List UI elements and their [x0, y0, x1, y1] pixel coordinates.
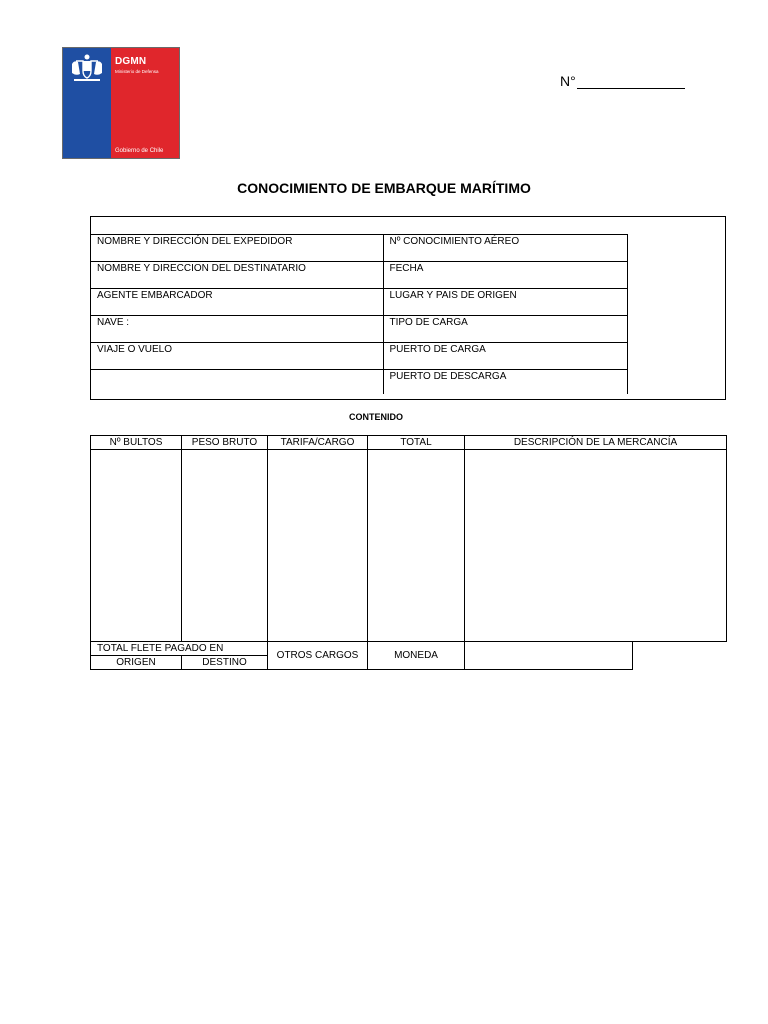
info-row: [91, 316, 628, 343]
info-right-cell[interactable]: FECHA: [383, 262, 628, 289]
header-packages: Nº BULTOS: [91, 436, 182, 450]
header-rate-charge: TARIFA/CARGO: [268, 436, 368, 450]
destination-label: DESTINO: [182, 656, 268, 670]
origin-label: ORIGEN: [91, 656, 182, 670]
currency-value-cell[interactable]: [465, 642, 633, 670]
gross-weight-cell[interactable]: [182, 450, 268, 642]
logo-red-panel: [111, 48, 179, 158]
goods-entry-row: [91, 450, 727, 642]
header-total: TOTAL: [368, 436, 465, 450]
info-left-cell[interactable]: NOMBRE Y DIRECCIÓN DEL EXPEDIDOR: [91, 235, 383, 262]
total-cell[interactable]: [368, 450, 465, 642]
info-right-cell[interactable]: LUGAR Y PAIS DE ORIGEN: [383, 289, 628, 316]
other-charges-label: OTROS CARGOS: [268, 642, 368, 670]
info-right-cell[interactable]: PUERTO DE CARGA: [383, 343, 628, 370]
info-right-cell[interactable]: TIPO DE CARGA: [383, 316, 628, 343]
total-freight-label: TOTAL FLETE PAGADO EN: [91, 642, 268, 656]
shipment-info-table: [91, 234, 628, 394]
shipment-info-box: [90, 216, 726, 400]
logo-government: Gobierno de Chile: [115, 148, 164, 154]
info-row: [91, 289, 628, 316]
freight-summary-table: [90, 641, 633, 670]
info-left-cell[interactable]: VIAJE O VUELO: [91, 343, 383, 370]
info-left-cell[interactable]: NAVE :: [91, 316, 383, 343]
info-left-cell[interactable]: NOMBRE Y DIRECCION DEL DESTINATARIO: [91, 262, 383, 289]
info-row: [91, 262, 628, 289]
description-cell[interactable]: [465, 450, 727, 642]
logo-org-name: DGMN: [115, 56, 147, 67]
info-row: [91, 370, 628, 394]
coat-of-arms-icon: [68, 52, 106, 84]
document-number-field[interactable]: [560, 73, 685, 89]
header-gross-weight: PESO BRUTO: [182, 436, 268, 450]
info-left-cell[interactable]: AGENTE EMBARCADOR: [91, 289, 383, 316]
rate-charge-cell[interactable]: [268, 450, 368, 642]
info-right-cell[interactable]: Nº CONOCIMIENTO AÉREO: [383, 235, 628, 262]
info-row: [91, 343, 628, 370]
info-left-cell[interactable]: [91, 370, 383, 394]
currency-label: MONEDA: [368, 642, 465, 670]
number-blank-line[interactable]: [577, 74, 685, 89]
logo-blue-panel: [63, 48, 111, 158]
goods-table: [90, 435, 727, 642]
header-description: DESCRIPCIÓN DE LA MERCANCÍA: [465, 436, 727, 450]
number-label: N°: [560, 73, 576, 89]
page-title: CONOCIMIENTO DE EMBARQUE MARÍTIMO: [237, 180, 531, 196]
logo-ministry: Ministerio de Defensa: [115, 69, 159, 74]
dgmn-logo: [62, 47, 180, 159]
info-row: [91, 235, 628, 262]
contents-heading: CONTENIDO: [349, 412, 403, 422]
info-right-cell[interactable]: PUERTO DE DESCARGA: [383, 370, 628, 394]
packages-cell[interactable]: [91, 450, 182, 642]
